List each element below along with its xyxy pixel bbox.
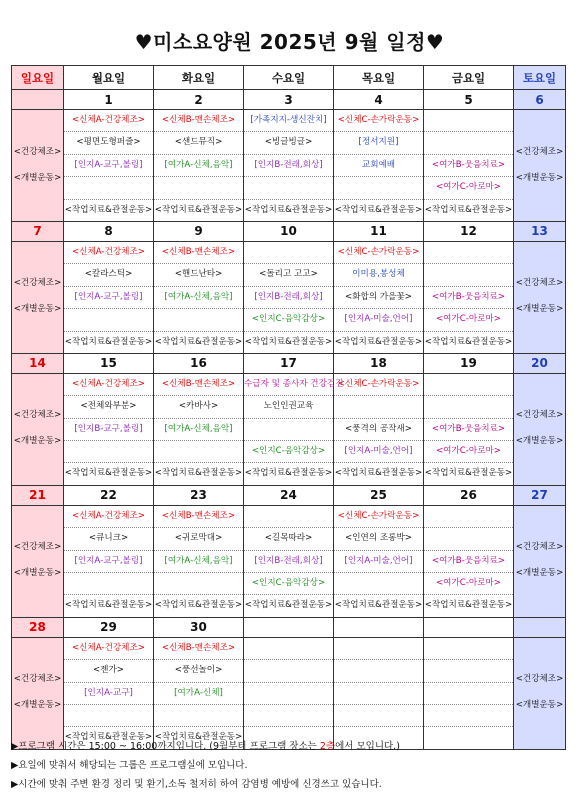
day-cell: [514, 241, 566, 353]
program-slot: [334, 638, 423, 660]
date-cell: 19: [424, 353, 514, 373]
program-slot: 교회예배: [334, 155, 423, 177]
program-slot: [424, 132, 513, 154]
date-cell: 2: [154, 90, 244, 110]
day-cell: [424, 373, 514, 485]
program-slot: <신체B-맨손체조>: [154, 638, 243, 660]
program-slot: [인지A-미술,언어]: [334, 309, 423, 331]
program-slot: <작업치료&관절운동>: [334, 600, 423, 611]
date-cell: 21: [12, 485, 64, 505]
program-slot: [424, 638, 513, 660]
program-slot: <작업치료&관절운동>: [64, 732, 153, 743]
weekend-program-item: <개별운동>: [13, 700, 62, 711]
program-slot: <카바사>: [154, 396, 243, 418]
program-slot: <풍격의 공작새>: [334, 419, 423, 441]
program-slot: [여가A-신체,음악]: [154, 419, 243, 441]
date-cell: 11: [334, 221, 424, 241]
program-slot: [인지B-전래,회상]: [244, 155, 333, 177]
date-cell: 27: [514, 485, 566, 505]
program-slot: [244, 638, 333, 660]
date-cell: 26: [424, 485, 514, 505]
program-slot: <여가B-웃음치료>: [424, 551, 513, 573]
program-slot: <인지C-음악감상>: [244, 573, 333, 595]
program-slot: <작업치료&관절운동>: [424, 468, 513, 479]
day-cell: [334, 241, 424, 353]
date-cell: 17: [244, 353, 334, 373]
weekend-program-item: <개별운동>: [13, 436, 62, 447]
program-slot: <신체A-건강체조>: [64, 374, 153, 396]
program-slot: [334, 177, 423, 199]
program-slot: [334, 705, 423, 727]
date-cell: 8: [64, 221, 154, 241]
program-slot: [64, 573, 153, 595]
date-cell: 1: [64, 90, 154, 110]
program-slot: <작업치료&관절운동>: [334, 468, 423, 479]
program-slot: [인지A-미술,언어]: [334, 441, 423, 463]
day-cell: [64, 373, 154, 485]
program-slot: <작업치료&관절운동>: [424, 600, 513, 611]
program-slot: <핸드난타>: [154, 264, 243, 286]
date-cell: 15: [64, 353, 154, 373]
day-cell: [334, 505, 424, 617]
program-slot: [244, 506, 333, 528]
program-slot: <화합의 가을꽃>: [334, 287, 423, 309]
day-cell: [154, 505, 244, 617]
program-slot: [인지B-전래,회상]: [244, 287, 333, 309]
day-cell: [514, 110, 566, 222]
weekend-program: [514, 374, 565, 481]
program-slot: [424, 396, 513, 418]
day-cell: [64, 637, 154, 749]
note-line: ▶프로그램 시간은 15:00 ~ 16:00까지입니다. (9월부터 프로그램 장소는 2층에서 모입니다.): [11, 741, 400, 752]
date-cell: [424, 617, 514, 637]
date-cell: 14: [12, 353, 64, 373]
program-slot: [154, 177, 243, 199]
program-slot: [154, 573, 243, 595]
day-cell: [64, 241, 154, 353]
weekend-program-item: <개별운동>: [13, 304, 62, 315]
day-cell: [514, 637, 566, 749]
program-slot: [인지A-교구,볼링]: [64, 551, 153, 573]
weekday-sun: 일요일: [12, 66, 64, 90]
program-slot: [244, 242, 333, 264]
date-cell: 3: [244, 90, 334, 110]
day-cell: [244, 110, 334, 222]
program-slot: <신체B-맨손체조>: [154, 242, 243, 264]
day-cell: [424, 241, 514, 353]
date-cell: 24: [244, 485, 334, 505]
day-cell: [12, 110, 64, 222]
program-slot: <풍선놀이>: [154, 660, 243, 682]
date-cell: 30: [154, 617, 244, 637]
program-slot: <빙글빙글>: [244, 132, 333, 154]
date-cell: [12, 90, 64, 110]
program-slot: [424, 110, 513, 132]
weekend-program: [12, 374, 63, 481]
day-cell: [154, 373, 244, 485]
page-title: ♥미소요양원 2025년 9월 일정♥: [134, 30, 445, 54]
weekend-program-item: <건강체조>: [13, 542, 62, 553]
program-slot: <신체A-건강체조>: [64, 110, 153, 132]
program-slot: <작업치료&관절운동>: [424, 336, 513, 347]
program-slot: [가족지지-생신잔치]: [244, 110, 333, 132]
program-slot: <여가B-웃음치료>: [424, 419, 513, 441]
weekday-header-row: [12, 66, 566, 90]
date-cell: 7: [12, 221, 64, 241]
weekend-program-item: <개별운동>: [515, 700, 564, 711]
program-slot: [334, 573, 423, 595]
weekday-mon: 월요일: [64, 66, 154, 90]
program-slot: <여가C-아로마>: [424, 177, 513, 199]
date-cell: [244, 617, 334, 637]
date-cell: [514, 617, 566, 637]
program-slot: [424, 374, 513, 396]
program-slot: [424, 705, 513, 727]
program-slot: <신체C-손가락운동>: [334, 374, 423, 396]
program-slot: [인지B-전래,회상]: [244, 551, 333, 573]
day-cell: [424, 110, 514, 222]
program-slot: [인지B-교구,볼링]: [64, 419, 153, 441]
program-slot: <신체C-손가락운동>: [334, 242, 423, 264]
program-slot: <작업치료&관절운동>: [244, 600, 333, 611]
date-cell: 25: [334, 485, 424, 505]
program-slot: [424, 264, 513, 286]
program-slot: [인지A-교구,볼링]: [64, 287, 153, 309]
weekday-tue: 화요일: [154, 66, 244, 90]
program-slot: <작업치료&관절운동>: [244, 204, 333, 215]
day-cell: [154, 110, 244, 222]
program-slot: [64, 705, 153, 727]
program-slot: <신체C-손가락운동>: [334, 110, 423, 132]
weekend-program-item: <개별운동>: [515, 304, 564, 315]
program-row: [12, 241, 566, 353]
program-slot: [64, 441, 153, 463]
weekend-program: [514, 638, 565, 745]
program-slot: <신체B-맨손체조>: [154, 110, 243, 132]
note-line: ▶시간에 맞춰 주변 환경 정리 및 환기,소독 철저히 하여 감염병 예방에 신경쓰고 있습니다.: [11, 779, 382, 790]
program-slot: <신체C-손가락운동>: [334, 506, 423, 528]
program-slot: <신체A-건강체조>: [64, 242, 153, 264]
day-cell: [64, 505, 154, 617]
program-row: [12, 373, 566, 485]
program-slot: [424, 528, 513, 550]
day-cell: [154, 637, 244, 749]
day-cell: [334, 637, 424, 749]
weekend-program-item: <개별운동>: [515, 172, 564, 183]
program-slot: <작업치료&관절운동>: [424, 204, 513, 215]
program-slot: <전체와부분>: [64, 396, 153, 418]
weekend-program-item: <개별운동>: [515, 568, 564, 579]
weekend-program-item: <건강체조>: [515, 674, 564, 685]
date-cell: 12: [424, 221, 514, 241]
program-slot: <작업치료&관절운동>: [334, 336, 423, 347]
program-slot: <신체A-건강체조>: [64, 638, 153, 660]
date-cell: 4: [334, 90, 424, 110]
weekend-program: [12, 638, 63, 745]
program-slot: [334, 660, 423, 682]
weekend-program-item: <개별운동>: [13, 172, 62, 183]
weekend-program: [514, 506, 565, 613]
program-slot: <여가C-아로마>: [424, 441, 513, 463]
day-cell: [244, 241, 334, 353]
program-slot: <평면도형퍼즐>: [64, 132, 153, 154]
program-slot: <작업치료&관절운동>: [244, 336, 333, 347]
program-slot: <작업치료&관절운동>: [154, 468, 243, 479]
program-slot: <칼라스틱>: [64, 264, 153, 286]
day-cell: [424, 505, 514, 617]
note-line: ▶요일에 맞춰서 해당되는 그룹은 프로그램실에 모입니다.: [11, 760, 248, 771]
program-slot: <젠가>: [64, 660, 153, 682]
program-slot: <신체B-맨손체조>: [154, 506, 243, 528]
day-cell: [12, 241, 64, 353]
weekend-program-item: <건강체조>: [13, 146, 62, 157]
program-slot: [154, 705, 243, 727]
date-cell: 29: [64, 617, 154, 637]
weekend-program-item: <개별운동>: [515, 436, 564, 447]
program-slot: <작업치료&관절운동>: [154, 204, 243, 215]
date-cell: 5: [424, 90, 514, 110]
day-cell: [12, 373, 64, 485]
date-row: [12, 90, 566, 110]
weekday-fri: 금요일: [424, 66, 514, 90]
date-cell: 28: [12, 617, 64, 637]
day-cell: [244, 637, 334, 749]
program-slot: [여가A-신체,음악]: [154, 287, 243, 309]
program-slot: [64, 177, 153, 199]
program-slot: <작업치료&관절운동>: [334, 204, 423, 215]
program-slot: <작업치료&관절운동>: [154, 600, 243, 611]
program-slot: <여가B-웃음치료>: [424, 287, 513, 309]
date-cell: 6: [514, 90, 566, 110]
program-slot: <큐니크>: [64, 528, 153, 550]
program-slot: <작업치료&관절운동>: [64, 600, 153, 611]
weekend-program-item: <건강체조>: [515, 146, 564, 157]
program-slot: 수급자 및 종사자 건강검진: [244, 374, 333, 396]
program-slot: [여가A-신체,음악]: [154, 155, 243, 177]
day-cell: [12, 505, 64, 617]
program-slot: <여가C-아로마>: [424, 309, 513, 331]
day-cell: [334, 110, 424, 222]
program-slot: <여가C-아로마>: [424, 573, 513, 595]
program-slot: <작업치료&관절운동>: [154, 732, 243, 743]
program-slot: <작업치료&관절운동>: [64, 204, 153, 215]
program-slot: [64, 309, 153, 331]
notes: [11, 737, 571, 794]
program-slot: [인지A-미술,언어]: [334, 551, 423, 573]
program-slot: <귀로막대>: [154, 528, 243, 550]
program-slot: <샌드뮤직>: [154, 132, 243, 154]
weekend-program: [12, 110, 63, 217]
program-slot: <길목따라>: [244, 528, 333, 550]
program-slot: [334, 683, 423, 705]
program-slot: <여가B-웃음치료>: [424, 155, 513, 177]
program-slot: [244, 660, 333, 682]
program-slot: <돌리고 고고>: [244, 264, 333, 286]
program-slot: 노인인권교육: [244, 396, 333, 418]
date-cell: 20: [514, 353, 566, 373]
day-cell: [514, 373, 566, 485]
weekend-program-item: <개별운동>: [13, 568, 62, 579]
date-cell: 18: [334, 353, 424, 373]
weekday-thu: 목요일: [334, 66, 424, 90]
weekday-wed: 수요일: [244, 66, 334, 90]
day-cell: [244, 505, 334, 617]
program-slot: [334, 396, 423, 418]
weekend-program-item: <건강체조>: [515, 278, 564, 289]
day-cell: [154, 241, 244, 353]
date-cell: 22: [64, 485, 154, 505]
program-slot: <인지C-음악감상>: [244, 441, 333, 463]
date-cell: 23: [154, 485, 244, 505]
program-slot: [244, 177, 333, 199]
weekend-program: [12, 242, 63, 349]
day-cell: [244, 373, 344, 485]
weekend-program-item: <건강체조>: [13, 278, 62, 289]
program-row: [12, 110, 566, 222]
program-slot: 이미용,봉성체: [334, 264, 423, 286]
day-cell: [12, 637, 64, 749]
program-slot: [인지A-교구,볼링]: [64, 155, 153, 177]
program-slot: [여가A-신체,음악]: [154, 551, 243, 573]
day-cell: [424, 637, 514, 749]
program-slot: [244, 683, 333, 705]
weekend-program: [514, 242, 565, 349]
weekend-program-item: <건강체조>: [515, 410, 564, 421]
date-cell: 9: [154, 221, 244, 241]
program-slot: [정서지원]: [334, 132, 423, 154]
day-cell: [334, 373, 424, 485]
date-cell: 16: [154, 353, 244, 373]
program-slot: [424, 242, 513, 264]
program-slot: <신체A-건강체조>: [64, 506, 153, 528]
day-cell: [514, 505, 566, 617]
date-cell: 13: [514, 221, 566, 241]
program-slot: [인지A-교구]: [64, 683, 153, 705]
program-slot: [244, 419, 333, 441]
program-slot: [여가A-신체]: [154, 683, 243, 705]
program-row: [12, 637, 566, 749]
program-slot: <인연의 조롱박>: [334, 528, 423, 550]
weekend-program-item: <건강체조>: [13, 410, 62, 421]
weekend-program-item: <건강체조>: [13, 674, 62, 685]
program-slot: [424, 506, 513, 528]
weekend-program-item: <건강체조>: [515, 542, 564, 553]
weekend-program: [514, 110, 565, 217]
program-slot: [244, 705, 333, 727]
program-slot: <작업치료&관절운동>: [244, 468, 333, 479]
weekday-sat: 토요일: [514, 66, 566, 90]
program-slot: <작업치료&관절운동>: [154, 336, 243, 347]
program-slot: <작업치료&관절운동>: [64, 468, 153, 479]
date-cell: 10: [244, 221, 334, 241]
date-row: [12, 485, 566, 505]
program-slot: [154, 441, 243, 463]
program-row: [12, 505, 566, 617]
program-slot: <인지C-음악감상>: [244, 309, 333, 331]
weekend-program: [12, 506, 63, 613]
program-slot: [154, 309, 243, 331]
program-slot: <신체B-맨손체조>: [154, 374, 243, 396]
date-row: [12, 221, 566, 241]
schedule-calendar: [11, 65, 566, 750]
date-cell: [334, 617, 424, 637]
program-slot: [424, 683, 513, 705]
program-slot: <작업치료&관절운동>: [64, 336, 153, 347]
date-row: [12, 617, 566, 637]
day-cell: [64, 110, 154, 222]
program-slot: [424, 660, 513, 682]
date-row: [12, 353, 566, 373]
